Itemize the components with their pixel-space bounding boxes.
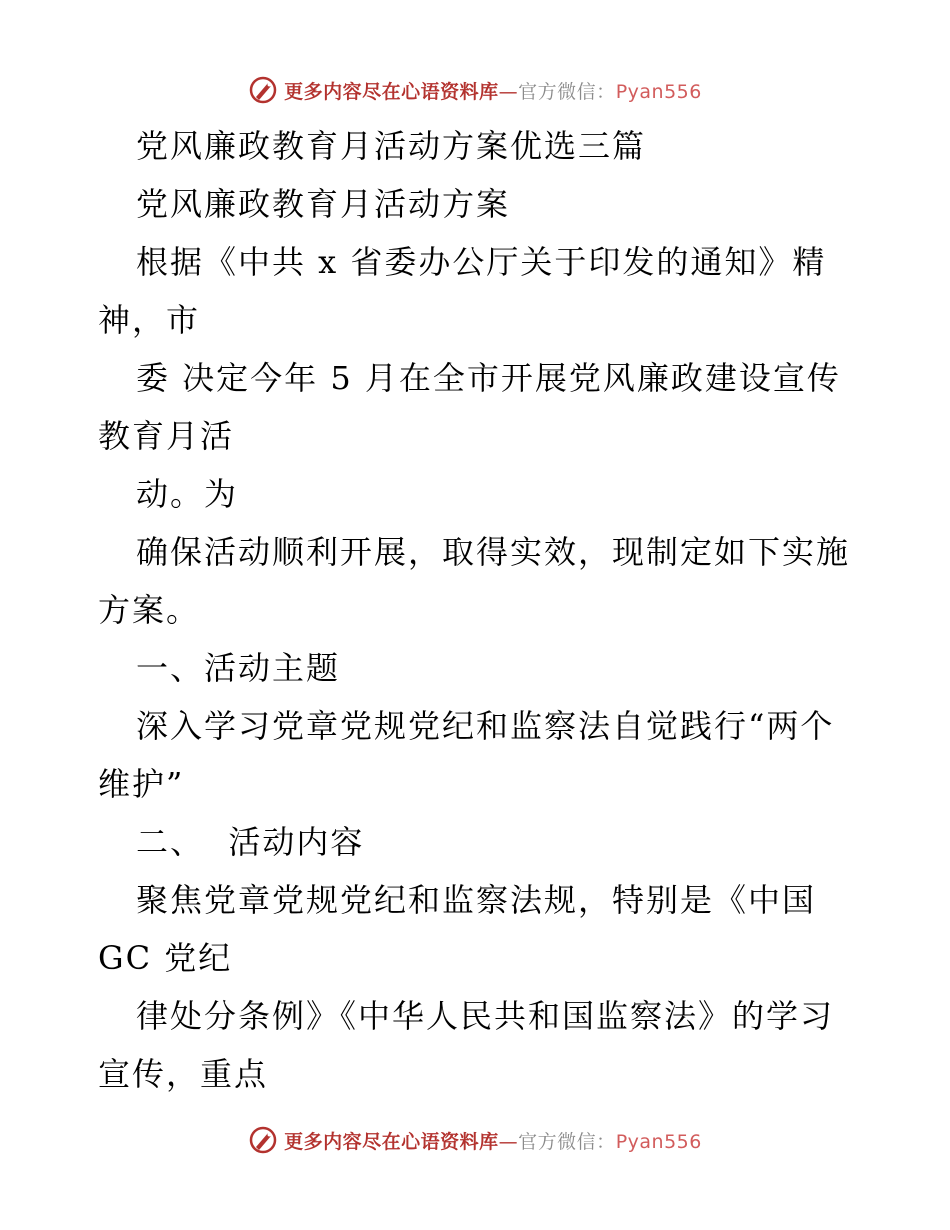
header-banner-dash: — xyxy=(498,80,519,103)
header-banner-text xyxy=(284,77,702,104)
paragraph-line: 维护” xyxy=(98,765,185,803)
document-subtitle: 党风廉政教育月活动方案 xyxy=(136,185,511,223)
paragraph-line: 深入学习党章党规党纪和监察法自觉践行“两个 xyxy=(136,707,835,745)
footer-banner-label: 官方微信： xyxy=(518,1130,616,1153)
header-banner-main: 更多内容尽在心语资料库 xyxy=(284,80,499,103)
paragraph-line: 委 决定今年 5 月在全市开展党风廉政建设宣传 xyxy=(136,359,841,397)
pen-logo-icon xyxy=(248,1125,278,1155)
paragraph-line: 神，市 xyxy=(98,301,201,339)
paragraph-line: 律处分条例》《中华人民共和国监察法》的学习 xyxy=(136,997,835,1035)
footer-banner-wechat-id: Pyan556 xyxy=(615,1130,702,1153)
paragraph-line: 动。为 xyxy=(136,475,239,513)
section-heading: 一、活动主题 xyxy=(136,649,341,687)
header-banner xyxy=(0,70,950,110)
paragraph-line: 方案。 xyxy=(98,591,201,629)
paragraph-line: 根据《中共 x 省委办公厅关于印发的通知》精 xyxy=(136,243,827,281)
paragraph-line: 聚焦党章党规党纪和监察法规，特别是《中国 xyxy=(136,881,817,919)
paragraph-line: GC 党纪 xyxy=(98,939,233,977)
header-banner-wechat-id: Pyan556 xyxy=(615,80,702,103)
paragraph-line: 宣传，重点 xyxy=(98,1055,269,1093)
footer-banner-main: 更多内容尽在心语资料库 xyxy=(284,1130,499,1153)
footer-banner-text xyxy=(284,1127,702,1154)
pen-logo-icon xyxy=(248,75,278,105)
footer-banner xyxy=(0,1120,950,1160)
section-heading: 二、 活动内容 xyxy=(136,823,365,861)
footer-banner-dash: — xyxy=(498,1130,519,1153)
document-title: 党风廉政教育月活动方案优选三篇 xyxy=(136,127,647,165)
header-banner-label: 官方微信： xyxy=(518,80,616,103)
paragraph-line: 确保活动顺利开展，取得实效，现制定如下实施 xyxy=(136,533,851,571)
paragraph-line: 教育月活 xyxy=(98,417,235,455)
